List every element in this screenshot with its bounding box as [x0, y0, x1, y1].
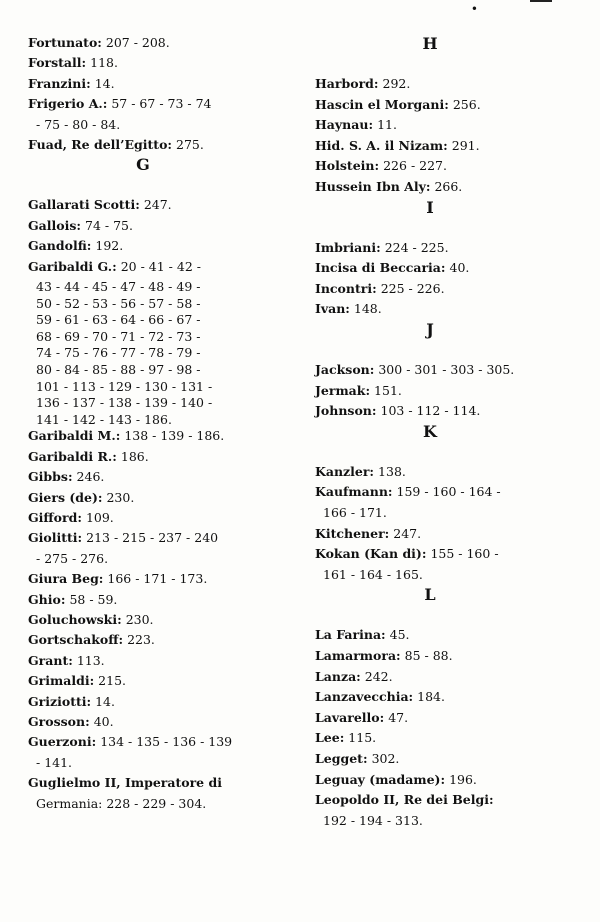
index-entry — [315, 401, 565, 421]
ink-dot: • — [470, 2, 478, 16]
entry-name: Giers (de): — [28, 489, 103, 505]
entry-name: Incontri: — [315, 280, 377, 296]
entry-page-refs: 11. — [377, 117, 397, 133]
entry-page-refs: 300 - 301 - 303 - 305. — [378, 362, 515, 377]
entry-name: Ivan: — [315, 301, 350, 317]
entry-page-refs: 242. — [364, 668, 393, 684]
index-entry — [28, 590, 278, 610]
index-entry — [315, 360, 565, 380]
entry-name: Giura Beg: — [28, 571, 104, 587]
index-entry — [28, 671, 278, 691]
entry-name: Fuad, Re dell’Egitto: — [28, 137, 173, 152]
entry-page-refs: 14. — [95, 693, 115, 709]
entry-name: Ghio: — [28, 591, 66, 607]
entry-name: La Farina: — [315, 627, 386, 643]
entry-name: Lanzavecchia: — [315, 689, 414, 705]
index-entry — [315, 544, 565, 564]
section-letter-g: G — [136, 155, 150, 175]
entry-name: Hussein Ibn Aly: — [315, 179, 431, 194]
index-entry — [28, 610, 278, 630]
entry-name: Gortschakoff: — [28, 632, 124, 648]
entry-page-refs: 230. — [106, 489, 135, 505]
index-entry — [315, 299, 565, 319]
entry-page-refs: 192. — [95, 238, 124, 254]
entry-name: Leopoldo II, Re dei Belgi: — [315, 792, 494, 808]
entry-name: Giolitti: — [28, 530, 83, 546]
entry-name: Kanzler: — [315, 463, 375, 479]
index-entry — [315, 482, 565, 502]
entry-name: Garibaldi R.: — [28, 448, 117, 464]
entry-name: Imbriani: — [315, 239, 381, 255]
entry-page-refs: 58 - 59. — [69, 591, 118, 607]
index-entry — [315, 177, 565, 197]
index-entry — [315, 770, 565, 790]
entry-name: Forstall: — [28, 55, 87, 71]
entry-page-refs: 103 - 112 - 114. — [380, 403, 481, 419]
entry-name: Jermak: — [315, 382, 371, 398]
entry-name: Grosson: — [28, 714, 90, 729]
entry-page-refs: 74 - 75. — [85, 217, 133, 233]
entry-page-refs: 292. — [382, 76, 411, 91]
index-entry — [28, 236, 278, 256]
entry-name: Johnson: — [315, 403, 377, 419]
index-entry — [28, 732, 278, 752]
entry-name: Leguay (madame): — [315, 771, 446, 787]
entry-page-refs: 40. — [449, 260, 470, 276]
index-entry — [28, 94, 278, 114]
entry-page-refs: 118. — [90, 55, 118, 71]
entry-page-refs: 109. — [85, 510, 114, 525]
index-entry — [315, 728, 565, 748]
index-entry — [315, 95, 565, 115]
entry-name: Incisa di Beccaria: — [315, 260, 446, 276]
index-entry — [315, 462, 565, 482]
entry-name: Holstein: — [315, 158, 380, 174]
index-entry — [28, 426, 278, 446]
index-entry — [28, 488, 278, 508]
entry-name: Garibaldi G.: — [28, 258, 117, 274]
entry-name: Hascin el Morgani: — [315, 96, 449, 112]
entry-page-refs: 230. — [125, 612, 154, 627]
entry-continuation: 50 - 52 - 53 - 56 - 57 - 58 - — [36, 295, 201, 311]
index-entry — [315, 381, 565, 401]
entry-continuation: 68 - 69 - 70 - 71 - 72 - 73 - — [36, 328, 201, 344]
index-entry — [28, 257, 278, 277]
entry-name: Franzini: — [28, 75, 91, 91]
index-entry — [315, 790, 565, 810]
entry-name: Hid. S. A. il Nizam: — [315, 137, 448, 153]
entry-page-refs: 20 - 41 - 42 - — [120, 258, 201, 274]
index-entry — [28, 630, 278, 650]
index-entry — [28, 74, 278, 94]
entry-name: Gifford: — [28, 510, 82, 525]
entry-continuation: - 75 - 80 - 84. — [36, 116, 121, 132]
entry-name: Gandolfi: — [28, 238, 92, 254]
entry-continuation: - 275 - 276. — [36, 550, 109, 566]
entry-page-refs: 215. — [98, 673, 127, 689]
index-entry — [315, 749, 565, 769]
entry-name: Harbord: — [315, 76, 379, 91]
entry-name: Gallarati Scotti: — [28, 197, 140, 213]
section-letter-j: J — [426, 320, 434, 339]
entry-name: Grimaldi: — [28, 673, 95, 689]
index-entry — [28, 712, 278, 732]
entry-page-refs: 275. — [176, 137, 204, 152]
section-letter-i: I — [426, 197, 434, 217]
entry-continuation: 192 - 194 - 313. — [323, 812, 423, 828]
entry-name: Gibbs: — [28, 469, 73, 485]
entry-page-refs: 134 - 135 - 136 - 139 — [100, 734, 233, 750]
entry-name: Guglielmo II, Imperatore di — [28, 775, 222, 791]
entry-page-refs: 246. — [76, 469, 105, 485]
index-entry — [315, 136, 565, 156]
entry-page-refs: 57 - 67 - 73 - 74 — [111, 96, 212, 112]
index-entry — [28, 135, 278, 155]
index-entry — [28, 216, 278, 236]
index-entry — [315, 279, 565, 299]
entry-page-refs: 186. — [120, 448, 149, 464]
entry-page-refs: 224 - 225. — [384, 239, 449, 255]
index-entry — [315, 156, 565, 176]
index-entry — [28, 447, 278, 467]
entry-name: Legget: — [315, 751, 368, 766]
index-entry — [28, 467, 278, 487]
index-entry — [315, 687, 565, 707]
entry-page-refs: 302. — [371, 751, 400, 766]
entry-name: Grant: — [28, 652, 73, 668]
entry-name: Guerzoni: — [28, 734, 97, 750]
entry-page-refs: 138. — [378, 463, 406, 479]
index-entry — [28, 33, 278, 53]
entry-name: Kitchener: — [315, 525, 390, 541]
entry-name: Jackson: — [315, 362, 375, 377]
entry-continuation: 74 - 75 - 76 - 77 - 78 - 79 - — [36, 345, 201, 361]
section-letter-h: H — [422, 34, 438, 53]
entry-page-refs: 256. — [452, 96, 481, 112]
entry-continuation: 141 - 142 - 143 - 186. — [36, 411, 172, 427]
index-entry — [28, 773, 278, 793]
page-top-rule — [530, 0, 552, 2]
entry-name: Kaufmann: — [315, 484, 393, 500]
entry-continuation: 80 - 84 - 85 - 88 - 97 - 98 - — [36, 362, 201, 377]
entry-name: Lee: — [315, 730, 345, 746]
index-entry — [28, 508, 278, 528]
entry-page-refs: 138 - 139 - 186. — [124, 428, 225, 444]
entry-page-refs: 184. — [417, 689, 445, 705]
entry-page-refs: 159 - 160 - 164 - — [396, 484, 501, 500]
entry-name: Goluchowski: — [28, 612, 122, 627]
entry-page-refs: 196. — [449, 771, 477, 787]
index-entry — [28, 569, 278, 589]
entry-continuation: 166 - 171. — [323, 505, 387, 520]
entry-name: Haynau: — [315, 117, 374, 133]
entry-name: Lavarello: — [315, 709, 385, 725]
entry-name: Lanza: — [315, 668, 361, 684]
entry-page-refs: 45. — [389, 627, 410, 643]
index-entry — [315, 115, 565, 135]
entry-page-refs: 223. — [127, 632, 155, 648]
section-letter-k: K — [423, 421, 437, 441]
entry-page-refs: 14. — [94, 75, 115, 91]
index-entry — [28, 195, 278, 215]
entry-page-refs: 226 - 227. — [383, 158, 447, 174]
entry-continuation: 59 - 61 - 63 - 64 - 66 - 67 - — [36, 312, 201, 328]
entry-continuation: - 141. — [36, 754, 73, 770]
entry-continuation: 101 - 113 - 129 - 130 - 131 - — [36, 378, 213, 394]
index-entry — [315, 524, 565, 544]
entry-page-refs: 213 - 215 - 237 - 240 — [86, 530, 219, 546]
index-entry — [315, 667, 565, 687]
entry-page-refs: 166 - 171 - 173. — [107, 571, 208, 587]
entry-continuation: Germania: 228 - 229 - 304. — [36, 795, 207, 811]
entry-page-refs: 115. — [348, 730, 377, 746]
index-entry — [315, 708, 565, 728]
entry-page-refs: 207 - 208. — [105, 35, 170, 50]
index-entry — [28, 692, 278, 712]
index-entry — [315, 625, 565, 645]
entry-name: Fortunato: — [28, 35, 102, 50]
entry-name: Garibaldi M.: — [28, 428, 121, 444]
entry-page-refs: 247. — [393, 525, 422, 541]
index-entry — [28, 651, 278, 671]
index-entry — [315, 258, 565, 278]
entry-page-refs: 47. — [388, 709, 409, 725]
entry-name: Frigerio A.: — [28, 96, 108, 112]
entry-page-refs: 225 - 226. — [380, 280, 445, 296]
entry-page-refs: 85 - 88. — [404, 648, 453, 663]
entry-page-refs: 148. — [353, 301, 382, 317]
index-entry — [315, 646, 565, 666]
index-entry — [28, 528, 278, 548]
section-letter-l: L — [424, 585, 436, 605]
index-entry — [28, 53, 278, 73]
entry-name: Griziotti: — [28, 693, 92, 709]
entry-page-refs: 113. — [76, 652, 105, 668]
entry-continuation: 43 - 44 - 45 - 47 - 48 - 49 - — [36, 279, 201, 294]
index-entry — [315, 238, 565, 258]
entry-continuation: 136 - 137 - 138 - 139 - 140 - — [36, 395, 213, 411]
entry-page-refs: 247. — [143, 197, 172, 213]
index-entry — [315, 74, 565, 94]
entry-page-refs: 155 - 160 - — [430, 546, 499, 562]
entry-name: Lamarmora: — [315, 648, 401, 663]
entry-continuation: 161 - 164 - 165. — [323, 566, 423, 582]
entry-name: Gallois: — [28, 217, 82, 233]
entry-name: Kokan (Kan di): — [315, 546, 427, 562]
entry-page-refs: 151. — [374, 382, 402, 398]
entry-page-refs: 291. — [451, 137, 480, 153]
entry-page-refs: 266. — [434, 179, 463, 194]
entry-page-refs: 40. — [93, 714, 114, 729]
